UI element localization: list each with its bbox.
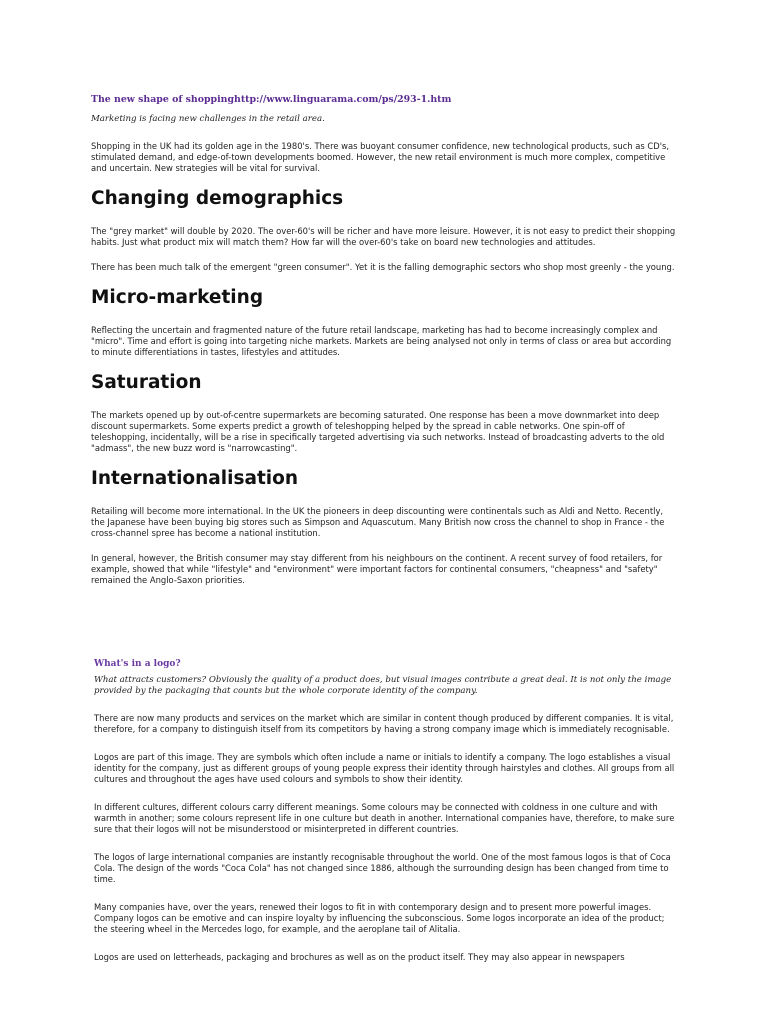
- article: [91, 94, 677, 600]
- saturation-paragraph: The markets opened up by out-of-centre supermarkets are becoming saturated. One response has been a move downmarket into deep discount supermarkets. Some experts predict a growth of teleshopping helped by the spread in cable networks. One spin-off of teleshopping, incidentally, will be a rise in specifically targeted advertising via such networks. Instead of broadcasting adverts to the old "admass", the new buzz word is "narrowcasting".: [91, 410, 665, 453]
- intro-paragraph: Shopping in the UK had its golden age in the 1980's. There was buoyant consumer confidence, new technological products, such as CD's, stimulated demand, and edge-of-town developments boomed. However, the new retail environment is much more complex, competitive and uncertain. New strategies will be vital for survival.: [91, 141, 670, 173]
- heading-internationalisation: Internationalisation: [91, 468, 299, 489]
- demographics-paragraph-1: The "grey market" will double by 2020. The over-60's will be richer and have more leisure. However, it is not easy to predict their shopping habits. Just what product mix will match them? How far will the over-60's take on board new technologies and attitudes.: [91, 226, 676, 247]
- logo-paragraph-4: The logos of large international companies are instantly recognisable throughout the world. One of the most famous logos is that of Coca Cola. The design of the words "Coca Cola" has not changed since 1886, although the surrounding design has been changed from time to time.: [94, 852, 671, 884]
- logo-paragraph-3: In different cultures, different colours carry different meanings. Some colours may be connected with coldness in one culture and with warmth in another; some colours represent life in one culture but death in another. International companies have, therefore, to make sure sure that their logos will not be misunderstood or misinterpreted in different countries.: [94, 802, 675, 834]
- article-title-link[interactable]: The new shape of shoppinghttp://www.linguarama.com/ps/293-1.htm: [91, 94, 452, 105]
- logo-section: [94, 658, 677, 980]
- heading-saturation: Saturation: [91, 372, 202, 393]
- micro-marketing-paragraph: Reflecting the uncertain and fragmented nature of the future retail landscape, marketing has had to become increasingly complex and "micro". Time and effort is going into targeting niche markets. Markets are being analysed not only in terms of class or area but according to minute differentiations in tastes, lifestyles and attitudes.: [91, 325, 672, 357]
- logo-intro: What attracts customers? Obviously the quality of a product does, but visual images contribute a great deal. It is not only the image provided by the packaging that counts but the whole corporate identity of the company.: [94, 675, 672, 696]
- article-subtitle: Marketing is facing new challenges in the retail area.: [91, 114, 325, 124]
- logo-paragraph-2: Logos are part of this image. They are symbols which often include a name or initials to identify a company. The logo establishes a visual identity for the company, just as different groups of young people express their identity through hairstyles and clothes. All groups from all cultures and throughout the ages have used colours and symbols to show their identity.: [94, 752, 675, 784]
- demographics-paragraph-2: There has been much talk of the emergent "green consumer". Yet it is the falling demographic sectors who shop most greenly - the young.: [91, 262, 675, 272]
- logo-paragraph-6: Logos are used on letterheads, packaging and brochures as well as on the product itself. They may also appear in newspapers: [94, 952, 625, 962]
- internationalisation-paragraph-2: In general, however, the British consumer may stay different from his neighbours on the continent. A recent survey of food retailers, for example, showed that while "lifestyle" and "environment" were important factors for continental consumers, "cheapness" and "safety" remained the Anglo-Saxon priorities.: [91, 553, 663, 585]
- heading-changing-demographics: Changing demographics: [91, 188, 344, 209]
- internationalisation-paragraph-1: Retailing will become more international. In the UK the pioneers in deep discounting were continentals such as Aldi and Netto. Recently, the Japanese have been buying big stores such as Simpson and Aquascutum. Many British now cross the channel to shop in France - the cross-channel spree has become a national institution.: [91, 506, 665, 538]
- logo-paragraph-5: Many companies have, over the years, renewed their logos to fit in with contemporary design and to present more powerful images. Company logos can be emotive and can inspire loyalty by influencing the subconscious. Some logos incorporate an idea of the product; the steering wheel in the Mercedes logo, for example, and the aeroplane tail of Alitalia.: [94, 902, 665, 934]
- logo-section-heading: What's in a logo?: [94, 659, 181, 669]
- logo-paragraph-1: There are now many products and services on the market which are similar in content though produced by different companies. It is vital, therefore, for a company to distinguish itself from its competitors by having a strong company image which is immediately recognisable.: [94, 713, 674, 734]
- heading-micro-marketing: Micro-marketing: [91, 287, 264, 308]
